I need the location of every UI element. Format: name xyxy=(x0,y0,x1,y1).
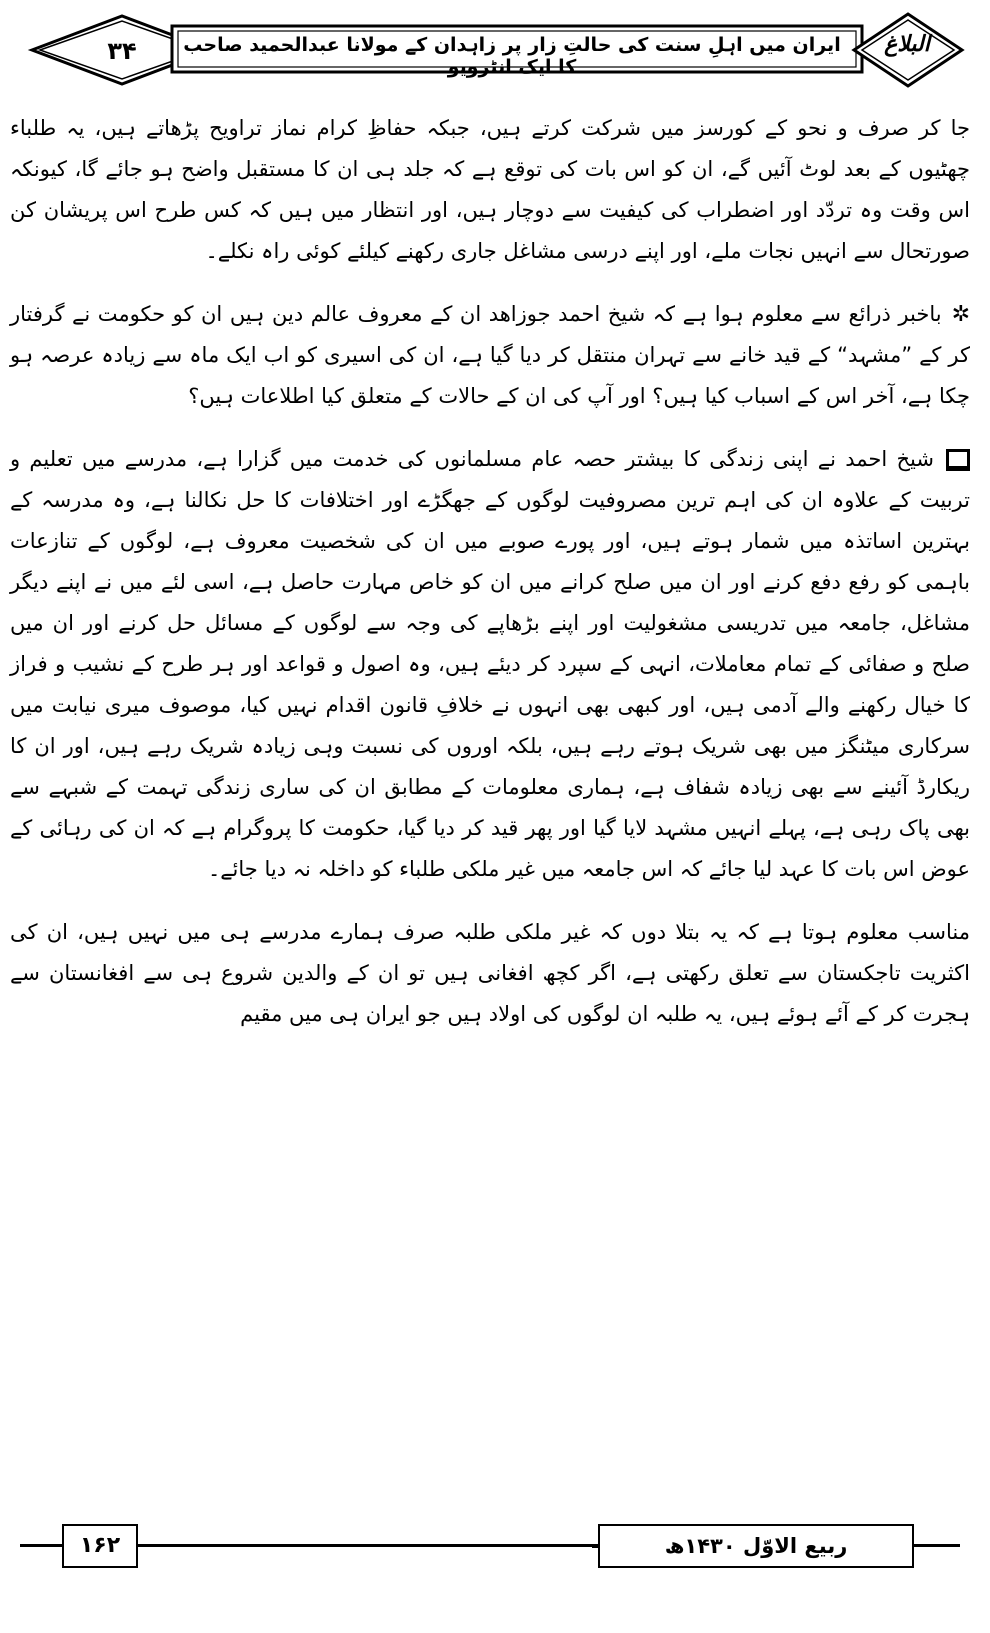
question-paragraph xyxy=(10,294,970,417)
footer-rule-middle xyxy=(134,1544,600,1547)
page-header xyxy=(12,12,978,92)
answer-text: شیخ احمد نے اپنی زندگی کا بیشتر حصہ عام مسلمانوں کی خدمت میں گزارا ہے، مدرسے میں تعلیم و تربیت کے علاوہ ان کی اہم ترین مصروفیت لوگوں کے جھگڑے اور اختلافات کا حل نکالنا ہے، وہ مدرسہ کے بہترین اساتذہ میں شمار ہوتے ہیں، اور پورے صوبے میں ان کی شخصیت معروف ہے، لوگوں کے تنازعات باہمی کو رفع دفع کرنے اور ان میں صلح کرانے میں ان کو خاص مہارت حاصل ہے، اسی لئے میں نے اپنے دیگر مشاغل، جامعہ میں تدریسی مشغولیت اور اپنے بڑھاپے کی وجہ سے لوگوں کے مسائل حل کرنے اور ان میں صلح و صفائی کے تمام معاملات، انہی کے سپرد کر دیئے ہیں، وہ اصول و قواعد اور ہر طرح کے نشیب و فراز کا خیال رکھنے والے آدمی ہیں، اور کبھی بھی انہوں نے خلافِ قانون اقدام نہیں کیا، موصوف میری نیابت میں سرکاری میٹنگز میں بھی شریک ہوتے رہے ہیں، بلکہ اوروں کی نسبت وہی زیادہ شریک رہے ہیں، اور ان کا ریکارڈ آئینے سے بھی زیادہ شفاف ہے، ہماری معلومات کے مطابق ان کی ساری زندگی تہمت کے شبہے سے بھی پاک رہی ہے، پہلے انہیں مشہد لایا گیا اور پھر قید کر دیا گیا، حکومت کا پروگرام ہے کہ ان کی رہائی کے عوض اس بات کا عہد لیا جائے کہ اس جامعہ میں غیر ملکی طلباء کو داخلہ نہ دیا جائے۔ xyxy=(10,447,970,881)
header-page-number: ۳۴ xyxy=(107,37,137,65)
magazine-logo: البلاغ xyxy=(884,32,930,57)
article-title: ایران میں اہلِ سنت کی حالتِ زار پر زاہدان کے مولانا عبدالحمید صاحب کا ایک انٹرویو xyxy=(183,34,841,78)
answer-paragraph xyxy=(10,439,970,890)
answer-marker-icon xyxy=(946,449,970,471)
paragraph-text: جا کر صرف و نحو کے کورسز میں شرکت کرتے ہیں، جبکہ حفاظِ کرام نماز تراویح پڑھاتے ہیں، یہ طلباء چھٹیوں کے بعد لوٹ آئیں گے، ان کو اس بات کی توقع ہے کہ جلد ہی ان کا مستقبل واضح ہو جائے گا، کیونکہ اس وقت وہ تردّد اور اضطراب کی کیفیت سے دوچار ہیں، اور انتظار میں ہیں کہ کس طرح اس پریشان کن صورتحال سے انہیں نجات ملے، اور اپنے درسی مشاغل جاری رکھنے کیلئے کوئی راہ نکلے۔ xyxy=(10,116,970,263)
footer-rule-right xyxy=(910,1544,960,1547)
footer-page-number: ۱۶۲ xyxy=(62,1524,138,1568)
page-footer xyxy=(0,1510,990,1580)
paragraph-4 xyxy=(10,912,970,1035)
footer-issue-date: ربیع الاوّل ۱۴۳۰ھ xyxy=(598,1524,914,1568)
footer-rule-left xyxy=(20,1544,64,1547)
article-body xyxy=(10,108,970,1057)
paragraph-1 xyxy=(10,108,970,272)
question-marker-icon: ✲ xyxy=(951,302,970,327)
paragraph-text: مناسب معلوم ہوتا ہے کہ یہ بتلا دوں کہ غیر ملکی طلبہ صرف ہمارے مدرسے ہی میں نہیں ہیں، ان کی اکثریت تاجکستان سے تعلق رکھتی ہے، اگر کچھ افغانی ہیں تو ان کے والدین شروع ہی سے افغانستان سے ہجرت کر کے آئے ہوئے ہیں، یہ طلبہ ان لوگوں کی اولاد ہیں جو ایران ہی میں مقیم xyxy=(10,920,970,1026)
question-text: باخبر ذرائع سے معلوم ہوا ہے کہ شیخ احمد جوزاھد ان کے معروف عالم دین ہیں ان کو حکومت نے گرفتار کر کے ”مشہد“ کے قید خانے سے تہران منتقل کر دیا گیا ہے، ان کی اسیری کو اب ایک ماہ سے زیادہ عرصہ ہو چکا ہے، آخر اس کے اسباب کیا ہیں؟ اور آپ کی ان کے حالات کے متعلق کیا اطلاعات ہیں؟ xyxy=(10,302,970,408)
